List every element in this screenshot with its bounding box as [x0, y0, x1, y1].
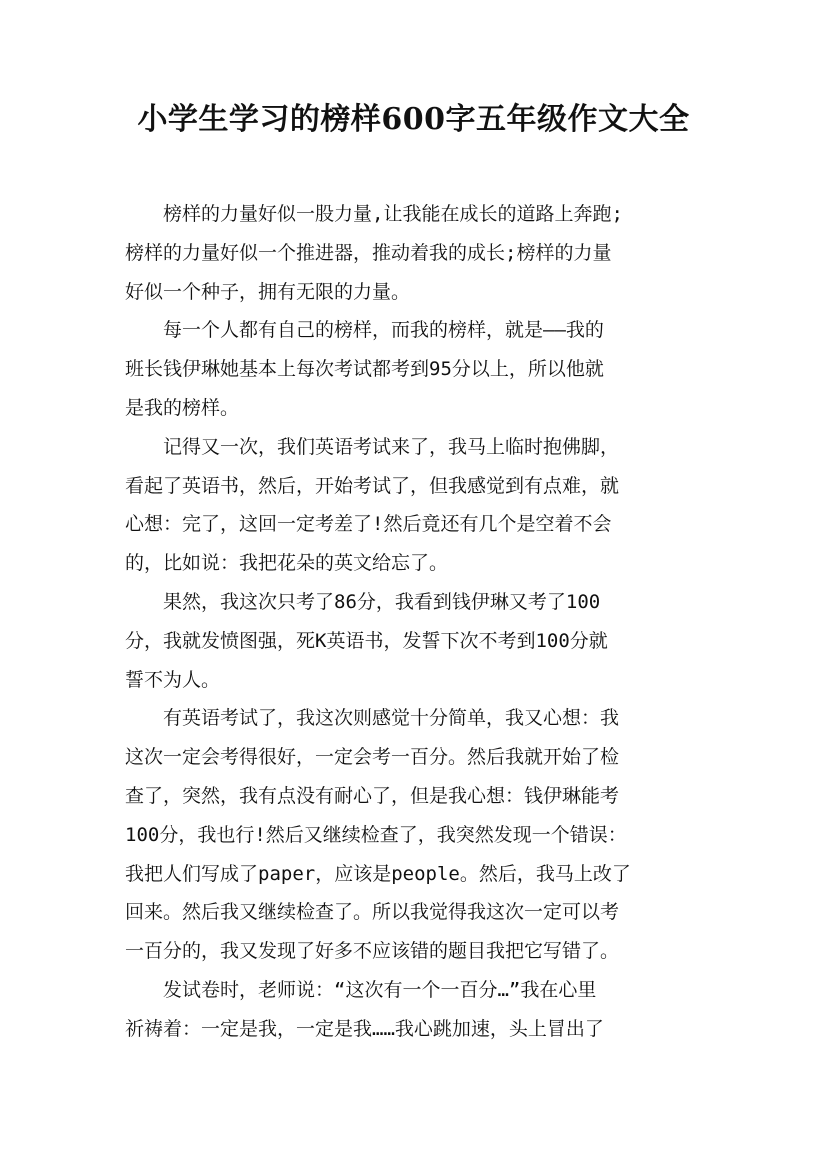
body-line: 分，我就发愤图强，死K英语书，发誓下次不考到100分就 [125, 629, 608, 652]
document-body [125, 195, 710, 1049]
body-line: 这次一定会考得很好，一定会考一百分。然后我就开始了检 [125, 746, 620, 769]
body-line: 查了，突然，我有点没有耐心了，但是我心想：钱伊琳能考 [125, 784, 620, 807]
body-line: 发试卷时，老师说：“这次有一个一百分…”我在心里 [125, 978, 597, 1001]
body-line: 榜样的力量好似一个推进器，推动着我的成长;榜样的力量 [125, 241, 612, 264]
body-line: 班长钱伊琳她基本上每次考试都考到95分以上，所以他就 [125, 358, 604, 381]
body-line: 果然，我这次只考了86分，我看到钱伊琳又考了100 [125, 590, 601, 613]
body-line: 有英语考试了，我这次则感觉十分简单，我又心想：我 [125, 707, 620, 730]
body-line: 祈祷着：一定是我，一定是我……我心跳加速，头上冒出了 [125, 1017, 604, 1040]
body-line: 100分，我也行!然后又继续检查了，我突然发现一个错误： [125, 823, 627, 846]
body-line: 记得又一次，我们英语考试来了，我马上临时抱佛脚， [125, 435, 620, 458]
body-line: 的，比如说：我把花朵的英文给忘了。 [125, 552, 449, 575]
body-line: 榜样的力量好似一股力量,让我能在成长的道路上奔跑; [125, 203, 623, 225]
body-line: 回来。然后我又继续检查了。所以我觉得我这次一定可以考 [125, 901, 620, 924]
document-title: 小学生学习的榜样600字五年级作文大全 [137, 102, 690, 137]
body-line: 一百分的，我又发现了好多不应该错的题目我把它写错了。 [125, 940, 620, 963]
body-line: 是我的榜样。 [125, 396, 240, 419]
body-line: 好似一个种子，拥有无限的力量。 [125, 280, 411, 303]
body-line: 誓不为人。 [125, 668, 221, 691]
body-line: 我把人们写成了paper，应该是people。然后，我马上改了 [125, 862, 631, 885]
body-line: 每一个人都有自己的榜样，而我的榜样，就是——我的 [125, 319, 604, 342]
body-line: 看起了英语书，然后，开始考试了，但我感觉到有点难，就 [125, 474, 620, 497]
body-line: 心想：完了，这回一定考差了!然后竟还有几个是空着不会 [125, 513, 612, 536]
